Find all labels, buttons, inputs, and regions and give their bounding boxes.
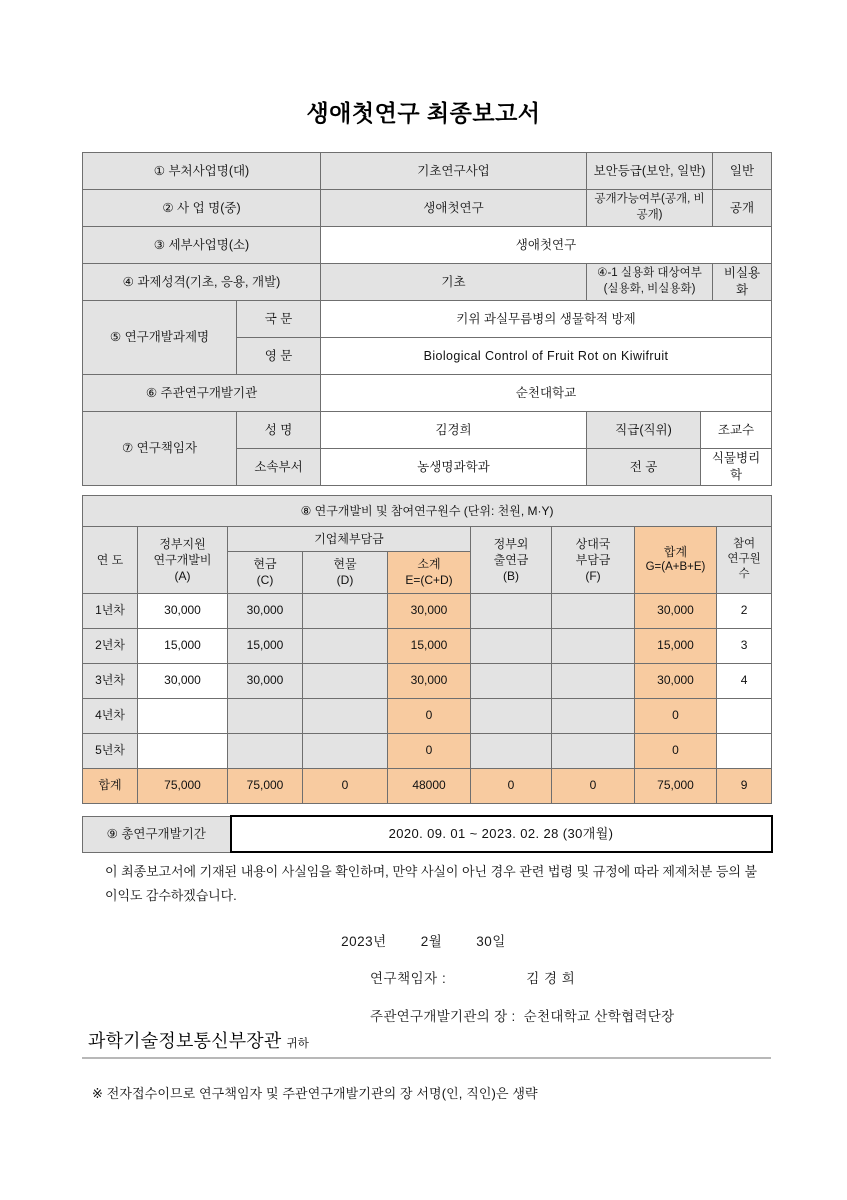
table-row	[83, 628, 772, 663]
cell-partner	[552, 698, 635, 733]
signature-year: 2023년	[341, 934, 387, 949]
total-grand-total: 75,000	[635, 768, 717, 803]
budget-table	[82, 495, 772, 804]
cell-partner	[552, 628, 635, 663]
cell-subtotal: 0	[388, 698, 471, 733]
program-name-label: ② 사 업 명(중)	[83, 190, 321, 227]
inkind-line2: (D)	[336, 573, 354, 588]
cell-grand-total: 0	[635, 733, 717, 768]
table-row-total	[83, 768, 772, 803]
partner-line2: 부담금	[575, 552, 611, 567]
cell-cash	[228, 698, 303, 733]
col-header-subtotal	[388, 552, 471, 593]
project-info-table	[82, 152, 772, 486]
project-title-label: ⑤ 연구개발과제명	[83, 301, 237, 375]
sub-program-label: ③ 세부사업명(소)	[83, 227, 321, 264]
pi-signature-name: 김 경 희	[526, 971, 576, 986]
gov-funding-line1: 정부지원	[159, 536, 206, 551]
cell-cash: 30,000	[228, 663, 303, 698]
security-grade-label: 보안등급(보안, 일반)	[587, 153, 713, 190]
addressee-name: 과학기술정보통신부장관	[88, 1031, 282, 1051]
table-row	[83, 412, 772, 449]
cell-gov-funding: 30,000	[138, 663, 228, 698]
addressee-line	[88, 1027, 309, 1053]
cell-gov-funding	[138, 698, 228, 733]
cell-staff-count: 3	[717, 628, 772, 663]
col-header-year: 연 도	[83, 527, 138, 594]
cell-cash: 15,000	[228, 628, 303, 663]
org-signature-label: 주관연구개발기관의 장 :	[370, 1009, 516, 1024]
pi-signature-line	[370, 967, 575, 987]
ministry-program-value: 기초연구사업	[321, 153, 587, 190]
cell-staff-count: 4	[717, 663, 772, 698]
inkind-line1: 현물	[333, 557, 357, 572]
pi-major-value: 식물병리학	[701, 449, 772, 486]
nongov-line2: 출연금	[493, 552, 529, 567]
research-period-label: ⑨ 총연구개발기간	[83, 816, 231, 852]
cell-nongov	[471, 593, 552, 628]
total-gov-funding: 75,000	[138, 768, 228, 803]
staff-line2: 연구원수	[727, 553, 761, 581]
project-title-kr-value: 키위 과실무름병의 생물학적 방제	[321, 301, 772, 338]
cell-subtotal: 30,000	[388, 663, 471, 698]
pi-signature-label: 연구책임자 :	[370, 971, 447, 986]
col-header-gov-funding	[138, 527, 228, 594]
subtotal-line2: E=(C+D)	[405, 573, 453, 588]
total-partner: 0	[552, 768, 635, 803]
signature-month: 2월	[420, 934, 443, 949]
cell-grand-total: 0	[635, 698, 717, 733]
cell-gov-funding: 15,000	[138, 628, 228, 663]
table-row	[83, 663, 772, 698]
staff-line1: 참여	[732, 538, 756, 551]
signature-day: 30일	[476, 934, 506, 949]
page-title: 생애첫연구 최종보고서	[306, 100, 541, 126]
table-row	[83, 816, 772, 852]
cell-subtotal: 0	[388, 733, 471, 768]
pi-label: ⑦ 연구책임자	[83, 412, 237, 486]
research-period-table	[82, 815, 773, 853]
org-signature-line	[370, 1005, 674, 1025]
table-row	[83, 593, 772, 628]
cell-partner	[552, 593, 635, 628]
host-institution-label: ⑥ 주관연구개발기관	[83, 375, 321, 412]
cell-inkind	[303, 628, 388, 663]
disclosure-value: 공개	[713, 190, 772, 227]
cell-partner	[552, 733, 635, 768]
confirmation-statement: 이 최종보고서에 기재된 내용이 사실임을 확인하며, 만약 사실이 아닌 경우 관련 법령 및 규정에 따라 제제처분 등의 불이익도 감수하겠습니다.	[105, 864, 757, 904]
pi-department-value: 농생명과학과	[321, 449, 587, 486]
table-row	[83, 301, 772, 338]
cell-grand-total: 30,000	[635, 663, 717, 698]
project-type-label: ④ 과제성격(기초, 응용, 개발)	[83, 264, 321, 301]
row-label-year: 1년차	[83, 593, 138, 628]
total-subtotal: 48000	[388, 768, 471, 803]
program-name-value: 생애첫연구	[321, 190, 587, 227]
total-inkind: 0	[303, 768, 388, 803]
pi-department-label: 소속부서	[237, 449, 321, 486]
total-staff-count: 9	[717, 768, 772, 803]
project-title-en-value: Biological Control of Fruit Rot on Kiwifruit	[321, 338, 772, 375]
partner-line3: (F)	[585, 568, 601, 583]
row-label-year: 5년차	[83, 733, 138, 768]
table-row	[83, 496, 772, 527]
cell-staff-count	[717, 698, 772, 733]
total-nongov: 0	[471, 768, 552, 803]
sub-program-value: 생애첫연구	[321, 227, 772, 264]
table-row	[83, 264, 772, 301]
subtotal-line1: 소계	[417, 557, 441, 572]
table-row	[83, 698, 772, 733]
partner-line1: 상대국	[575, 536, 611, 551]
org-signature-name: 순천대학교 산학협력단장	[523, 1009, 675, 1024]
cell-nongov	[471, 733, 552, 768]
col-header-cash	[228, 552, 303, 593]
project-title-en-label: 영 문	[237, 338, 321, 375]
total-cash: 75,000	[228, 768, 303, 803]
cash-line1: 현금	[253, 557, 277, 572]
host-institution-value: 순천대학교	[321, 375, 772, 412]
security-grade-value: 일반	[713, 153, 772, 190]
horizontal-divider	[82, 1057, 771, 1059]
gov-funding-line2: 연구개발비	[153, 552, 212, 567]
cell-inkind	[303, 698, 388, 733]
col-header-nongov	[471, 527, 552, 594]
cell-grand-total: 15,000	[635, 628, 717, 663]
col-header-inkind	[303, 552, 388, 593]
cell-inkind	[303, 663, 388, 698]
cell-gov-funding	[138, 733, 228, 768]
table-row	[83, 375, 772, 412]
project-title-kr-label: 국 문	[237, 301, 321, 338]
nongov-line3: (B)	[503, 568, 519, 583]
grand-total-line1: 합계	[663, 545, 688, 560]
row-label-year: 3년차	[83, 663, 138, 698]
pi-rank-value: 조교수	[701, 412, 772, 449]
signature-date	[0, 930, 847, 950]
table-row	[83, 227, 772, 264]
cell-nongov	[471, 698, 552, 733]
cell-subtotal: 30,000	[388, 593, 471, 628]
cell-gov-funding: 30,000	[138, 593, 228, 628]
footnote-text: ※ 전자접수이므로 연구책임자 및 주관연구개발기관의 장 서명(인, 직인)은 생략	[92, 1086, 538, 1101]
pi-name-value: 김경희	[321, 412, 587, 449]
row-label-year: 4년차	[83, 698, 138, 733]
cell-inkind	[303, 733, 388, 768]
col-header-partner-country	[552, 527, 635, 594]
cell-staff-count: 2	[717, 593, 772, 628]
col-header-corporate-group: 기업체부담금	[228, 527, 471, 552]
commercialization-value: 비실용화	[713, 264, 772, 301]
table-row	[83, 153, 772, 190]
table-row	[83, 733, 772, 768]
cell-subtotal: 15,000	[388, 628, 471, 663]
cell-cash: 30,000	[228, 593, 303, 628]
row-label-year: 2년차	[83, 628, 138, 663]
commercialization-label: ④-1 실용화 대상여부(실용화, 비실용화)	[587, 264, 713, 301]
table-row	[83, 527, 772, 552]
cell-nongov	[471, 628, 552, 663]
addressee-suffix: 귀하	[286, 1038, 310, 1050]
cell-cash	[228, 733, 303, 768]
gov-funding-line3: (A)	[174, 568, 191, 583]
cash-line2: (C)	[256, 573, 274, 588]
cell-staff-count	[717, 733, 772, 768]
research-period-value: 2020. 09. 01 ~ 2023. 02. 28 (30개월)	[231, 816, 772, 852]
cell-partner	[552, 663, 635, 698]
pi-name-label: 성 명	[237, 412, 321, 449]
cell-inkind	[303, 593, 388, 628]
cell-nongov	[471, 663, 552, 698]
budget-caption: ⑧ 연구개발비 및 참여연구원수 (단위: 천원, M·Y)	[83, 496, 772, 527]
pi-rank-label: 직급(직위)	[587, 412, 701, 449]
cell-grand-total: 30,000	[635, 593, 717, 628]
pi-major-label: 전 공	[587, 449, 701, 486]
grand-total-line2: G=(A+B+E)	[645, 561, 706, 574]
ministry-program-label: ① 부처사업명(대)	[83, 153, 321, 190]
total-row-label: 합계	[83, 768, 138, 803]
col-header-staff-count	[717, 527, 772, 594]
nongov-line1: 정부외	[493, 536, 529, 551]
project-type-value: 기초	[321, 264, 587, 301]
disclosure-label: 공개가능여부(공개, 비공개)	[587, 190, 713, 227]
col-header-grand-total	[635, 527, 717, 594]
table-row	[83, 190, 772, 227]
